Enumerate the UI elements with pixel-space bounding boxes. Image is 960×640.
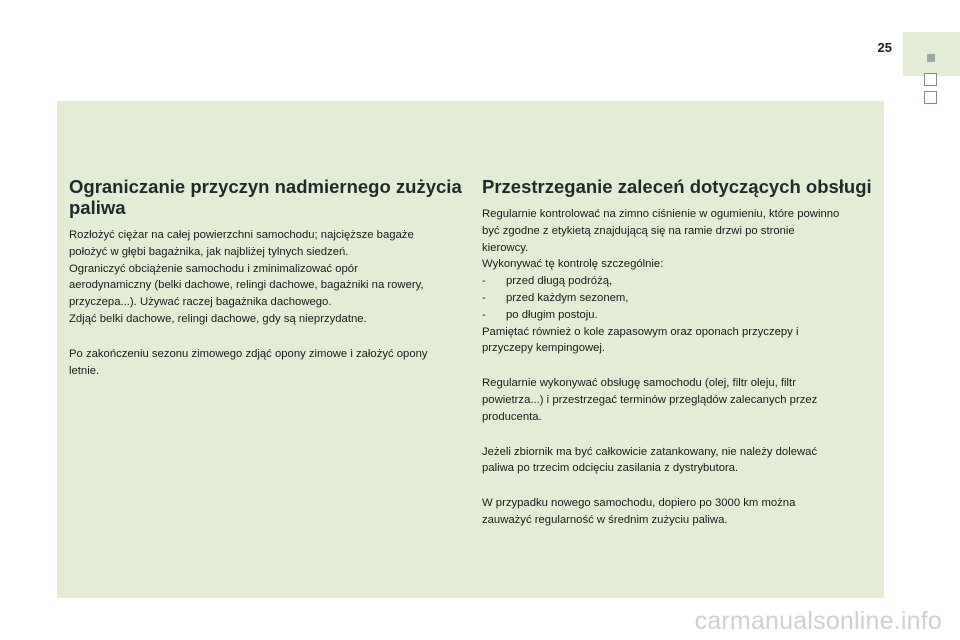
paragraph-load: Rozłożyć ciężar na całej powierzchni samochodu; najcięższe bagaże położyć w głębi bagażnika, jak najbliżej tylnych siedzeń. Ograniczyć obciążenie samochodu i zminimalizować opór aerodynamiczny (belki dachowe, relingi dachowe, bagażniki na rowery, przyczepa...). Używać raczej bagażnika dachowego. Zdjąć belki dachowe, relingi dachowe, gdy są nieprzydatne.	[69, 229, 424, 325]
square-outline-icon	[924, 91, 937, 104]
watermark: carmanualsonline.info	[694, 607, 942, 635]
page-number: 25	[877, 40, 892, 55]
square-outline-icon	[924, 73, 937, 86]
check-list	[482, 273, 877, 323]
left-column	[69, 176, 464, 379]
paragraph-new-vehicle: W przypadku nowego samochodu, dopiero po 3000 km można zauważyć regularność w średnim zużyciu paliwa.	[482, 497, 796, 526]
list-item: - przed każdym sezonem,	[482, 290, 877, 307]
paragraph-spare-wheel: Pamiętać również o kole zapasowym oraz oponach przyczepy i przyczepy kempingowej.	[482, 325, 799, 355]
content-panel	[57, 101, 884, 598]
side-tab	[903, 32, 960, 76]
paragraph-service: Regularnie wykonywać obsługę samochodu (olej, filtr oleju, filtr powietrza...) i przestrzegać terminów przeglądów zalecanych przez producenta.	[482, 377, 818, 423]
section-title-fuel-consumption: Ograniczanie przyczyn nadmiernego zużycia paliwa	[69, 176, 462, 218]
list-item: - przed długą podróżą,	[482, 273, 877, 290]
section-title-maintenance: Przestrzeganie zaleceń dotyczących obsługi	[482, 176, 872, 197]
square-marker-icon	[927, 54, 935, 62]
paragraph-tyres-season: Po zakończeniu sezonu zimowego zdjąć opony zimowe i założyć opony letnie.	[69, 347, 428, 377]
list-item: - po długim postoju.	[482, 307, 877, 324]
right-column	[482, 176, 877, 529]
paragraph-tyre-pressure: Regularnie kontrolować na zimno ciśnienie w ogumieniu, które powinno być zgodne z etykietą znajdującą się na ramie drzwi po stronie kierowcy. Wykonywać tę kontrolę szczególnie:	[482, 208, 840, 271]
paragraph-refuelling: Jeżeli zbiornik ma być całkowicie zatankowany, nie należy dolewać paliwa po trzecim odcięciu zasilania z dystrybutora.	[482, 445, 818, 475]
